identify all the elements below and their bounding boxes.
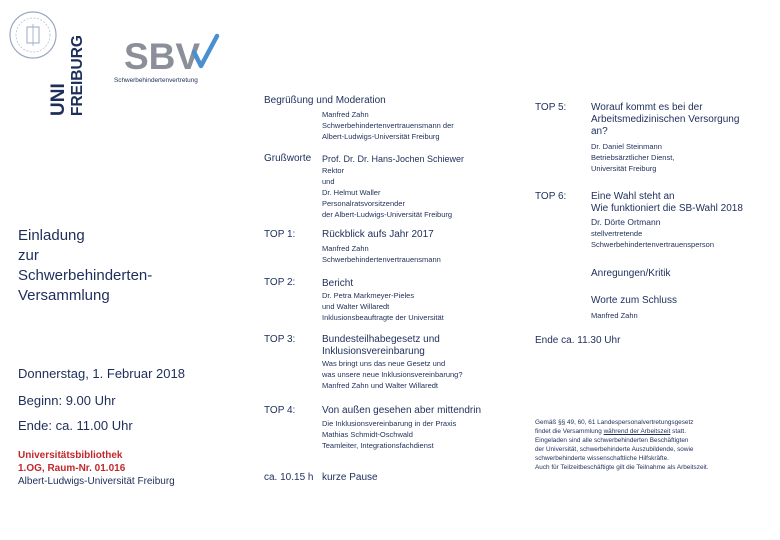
- detail-line: Manfred Zahn: [322, 244, 369, 253]
- greetings-details: [322, 153, 464, 220]
- welcome-title: Begrüßung und Moderation: [264, 95, 386, 106]
- legal-line: schwerbehinderte wissenschaftliche Hilfskräfte.: [535, 455, 669, 462]
- venue-title: Universitätsbibliothek: [18, 450, 123, 461]
- detail-line: Manfred Zahn: [322, 110, 369, 119]
- greetings-label: Grußworte: [264, 153, 312, 164]
- meeting-date: Donnerstag, 1. Februar 2018: [18, 366, 185, 381]
- heading-line: Einladung: [18, 227, 85, 244]
- top5-label: TOP 5:: [535, 102, 567, 113]
- top6-details: [591, 217, 714, 250]
- break-time: ca. 10.15 h: [264, 472, 314, 483]
- break-label: kurze Pause: [322, 472, 378, 483]
- top3-title: [322, 334, 440, 358]
- sbv-subtitle: Schwerbehindertenvertretung: [114, 77, 198, 84]
- logo-uni-text: UNI: [48, 83, 69, 116]
- legal-line: Gemäß §§ 49, 60, 61 Landespersonalvertretungsgesetz: [535, 419, 694, 426]
- detail-line: Mathias Schmidt-Oschwald: [322, 430, 413, 439]
- top3-details: [322, 358, 463, 391]
- top6-title: [591, 191, 743, 215]
- detail-line: Dr. Helmut Waller: [322, 188, 381, 197]
- top2-title: Bericht: [322, 278, 354, 289]
- title-line: Eine Wahl steht an: [591, 191, 675, 202]
- heading-line: zur: [18, 247, 39, 264]
- top2-details: [322, 290, 444, 323]
- title-line: an?: [591, 126, 608, 137]
- top5-title: [591, 102, 739, 138]
- title-line: Wie funktioniert die SB-Wahl 2018: [591, 203, 743, 214]
- detail-line: und Walter Willaredt: [322, 302, 390, 311]
- title-line: Inklusionsvereinbarung: [322, 346, 425, 357]
- detail-line: stellvertretende: [591, 229, 643, 238]
- top4-details: [322, 418, 456, 451]
- top3-label: TOP 3:: [264, 334, 296, 345]
- detail-line: Schwerbehindertenvertrauensperson: [591, 240, 714, 249]
- begin-time: Beginn: 9.00 Uhr: [18, 393, 116, 408]
- top5-details: [591, 141, 674, 174]
- detail-line: Schwerbehindertenvertrauensmann der: [322, 121, 454, 130]
- welcome-details: [322, 109, 454, 142]
- sbv-logo: [112, 30, 222, 90]
- venue-organization: Albert-Ludwigs-Universität Freiburg: [18, 476, 175, 487]
- detail-line: Dr. Daniel Steinmann: [591, 142, 662, 151]
- top1-details: [322, 243, 441, 265]
- heading-line: Versammlung: [18, 287, 110, 304]
- meeting-end-time: Ende ca. 11.30 Uhr: [535, 335, 621, 346]
- detail-line: Dr. Dörte Ortmann: [591, 217, 661, 227]
- title-line: Worauf kommt es bei der: [591, 102, 703, 113]
- detail-line: Was bringt uns das neue Gesetz und: [322, 359, 446, 368]
- title-line: Arbeitsmedizinischen Versorgung: [591, 114, 740, 125]
- legal-line: der Universität, schwerbehinderte Auszubildende, sowie: [535, 446, 694, 453]
- detail-line: Rektor: [322, 166, 345, 175]
- top1-title: Rückblick aufs Jahr 2017: [322, 229, 434, 240]
- detail-line: Die Inklusionsvereinbarung in der Praxis: [322, 419, 457, 428]
- end-time: Ende: ca. 11.00 Uhr: [18, 418, 133, 433]
- closing-item: Worte zum Schluss: [591, 295, 677, 306]
- closing-speaker: Manfred Zahn: [591, 311, 638, 320]
- detail-line: der Albert-Ludwigs-Universität Freiburg: [322, 210, 453, 219]
- detail-line: Universität Freiburg: [591, 164, 657, 173]
- legal-line: Eingeladen sind alle schwerbehinderten Beschäftigten: [535, 437, 689, 444]
- legal-emphasis: während der Arbeitszeit: [603, 428, 671, 435]
- detail-line: und: [322, 177, 335, 186]
- uni-freiburg-logo: [44, 22, 86, 118]
- detail-line: was unsere neue Inklusionsvereinbarung?: [322, 370, 463, 379]
- feedback-item: Anregungen/Kritik: [591, 268, 671, 279]
- detail-line: Prof. Dr. Dr. Hans-Jochen Schiewer: [322, 154, 465, 164]
- top1-label: TOP 1:: [264, 229, 296, 240]
- invitation-heading: [18, 226, 152, 306]
- top4-label: TOP 4:: [264, 405, 296, 416]
- top6-label: TOP 6:: [535, 191, 567, 202]
- legal-notice: [535, 418, 708, 472]
- top4-title: Von außen gesehen aber mittendrin: [322, 405, 481, 416]
- logo-freiburg-text: FREIBURG: [69, 35, 86, 116]
- detail-line: Teamleiter, Integrationsfachdienst: [322, 441, 434, 450]
- legal-text: statt.: [670, 428, 686, 435]
- detail-line: Inklusionsbeauftragte der Universität: [322, 313, 444, 322]
- sbv-mark: SBV: [124, 36, 201, 76]
- detail-line: Schwerbehindertenvertrauensmann: [322, 255, 441, 264]
- top2-label: TOP 2:: [264, 277, 296, 288]
- venue-room: 1.OG, Raum-Nr. 01.016: [18, 463, 126, 474]
- legal-text: findet die Versammlung: [535, 428, 604, 435]
- detail-line: Betriebsärztlicher Dienst,: [591, 153, 675, 162]
- heading-line: Schwerbehinderten-: [18, 267, 153, 284]
- detail-line: Albert-Ludwigs-Universität Freiburg: [322, 132, 440, 141]
- detail-line: Manfred Zahn und Walter Willaredt: [322, 381, 439, 390]
- legal-line: [535, 427, 708, 436]
- title-line: Bundesteilhabegesetz und: [322, 334, 440, 345]
- detail-line: Dr. Petra Markmeyer-Pieles: [322, 291, 415, 300]
- legal-line: Auch für Teilzeitbeschäftigte gilt die Teilnahme als Arbeitszeit.: [535, 464, 709, 471]
- detail-line: Personalratsvorsitzender: [322, 199, 405, 208]
